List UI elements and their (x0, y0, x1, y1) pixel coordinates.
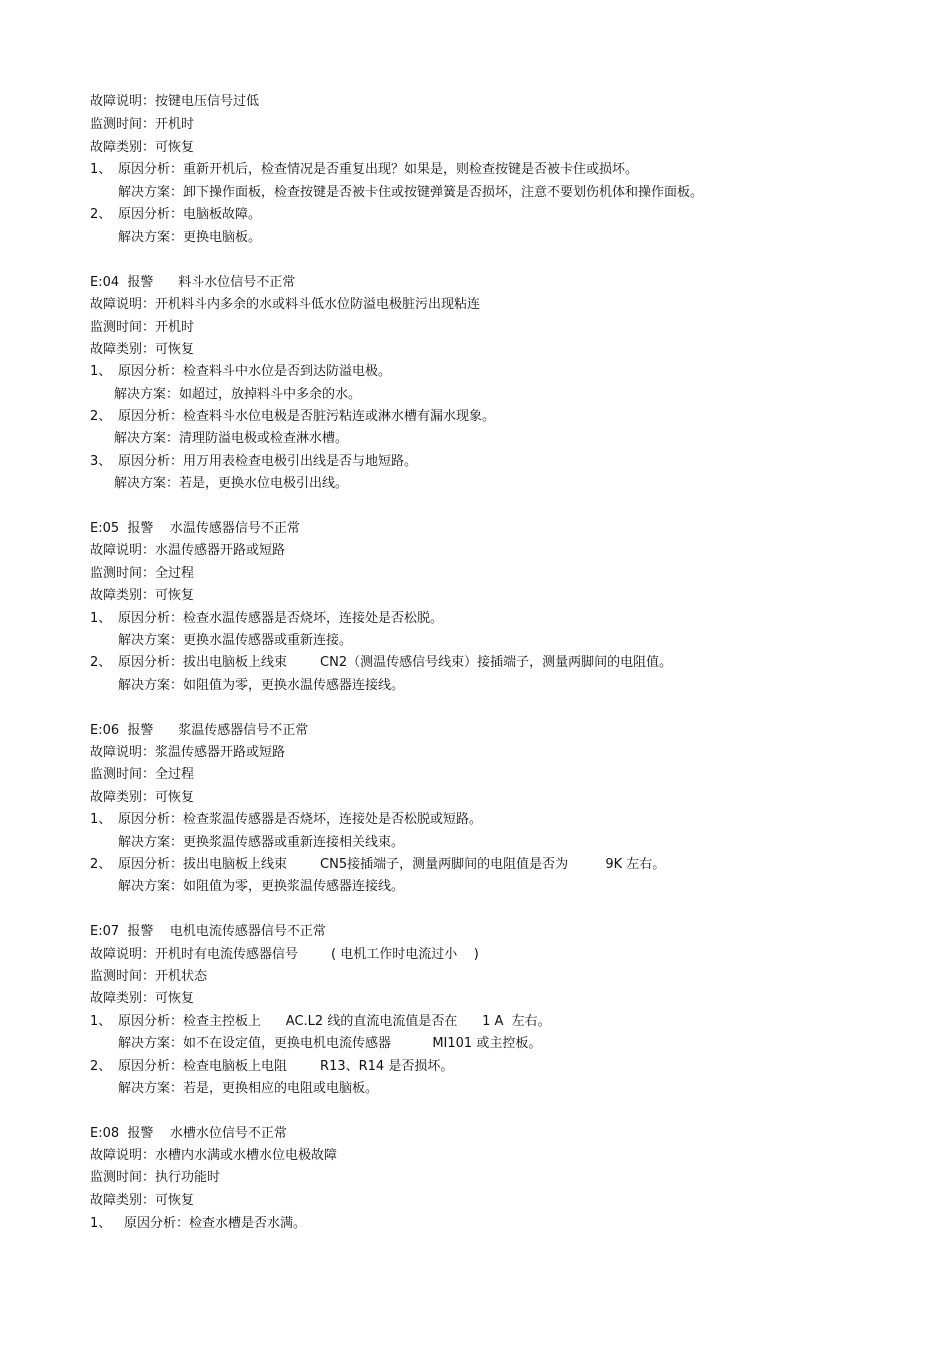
item-number: 1、 (90, 162, 112, 177)
fault-category: 故障类别：可恢复 (90, 790, 195, 805)
monitor-time: 监测时间：全过程 (90, 566, 195, 581)
fault-description: 故障说明：开机时有电流传感器信号 ( 电机工作时电流过小 ) (90, 947, 479, 962)
cause-analysis: 原因分析：检查浆温传感器是否烧坏，连接处是否松脱或短路。 (118, 812, 483, 827)
item-number: 1、 (90, 364, 112, 379)
error-header-e08: E:08 报警 水槽水位信号不正常 (90, 1126, 287, 1141)
cause-analysis: 原因分析：检查电脑板上电阻 R13、R14 是否损坏。 (118, 1059, 454, 1074)
fault-category: 故障类别：可恢复 (90, 1193, 195, 1208)
fault-category: 故障类别：可恢复 (90, 991, 195, 1006)
solution: 解决方案：清理防溢电极或检查淋水槽。 (114, 431, 349, 446)
fault-description: 故障说明：水温传感器开路或短路 (90, 543, 286, 558)
solution: 解决方案：更换水温传感器或重新连接。 (118, 633, 353, 648)
cause-analysis: 原因分析：检查水槽是否水满。 (124, 1216, 307, 1231)
monitor-time: 监测时间：开机状态 (90, 969, 208, 984)
solution: 解决方案：如不在设定值，更换电机电流传感器 MI101 或主控板。 (118, 1036, 542, 1051)
solution: 解决方案：如超过，放掉料斗中多余的水。 (114, 387, 362, 402)
fault-description: 故障说明：浆温传感器开路或短路 (90, 745, 286, 760)
monitor-time: 监测时间：开机时 (90, 320, 195, 335)
fault-category: 故障类别：可恢复 (90, 342, 195, 357)
solution: 解决方案：若是，更换水位电极引出线。 (114, 476, 349, 491)
fault-description: 故障说明：开机料斗内多余的水或料斗低水位防溢电极脏污出现粘连 (90, 297, 481, 312)
item-number: 2、 (90, 1059, 112, 1074)
solution: 解决方案：更换浆温传感器或重新连接相关线束。 (118, 835, 405, 850)
item-number: 1、 (90, 1014, 112, 1029)
solution: 解决方案：卸下操作面板，检查按键是否被卡住或按键弹簧是否损坏，注意不要划伤机体和操作面板。 (118, 185, 704, 200)
item-number: 3、 (90, 454, 112, 469)
fault-category: 故障类别：可恢复 (90, 588, 195, 603)
cause-analysis: 原因分析：重新开机后，检查情况是否重复出现？如果是，则检查按键是否被卡住或损坏。 (118, 162, 639, 177)
solution: 解决方案：若是，更换相应的电阻或电脑板。 (118, 1081, 379, 1096)
error-header-e04: E:04 报警 料斗水位信号不正常 (90, 275, 296, 290)
monitor-time: 监测时间：开机时 (90, 117, 195, 132)
cause-analysis: 原因分析：用万用表检查电极引出线是否与地短路。 (118, 454, 418, 469)
item-number: 2、 (90, 409, 112, 424)
cause-analysis: 原因分析：拔出电脑板上线束 CN5接插端子，测量两脚间的电阻值是否为 9K 左右。 (118, 857, 666, 872)
cause-analysis: 原因分析：电脑板故障。 (118, 207, 262, 222)
item-number: 1、 (90, 1216, 112, 1231)
solution: 解决方案：更换电脑板。 (118, 230, 262, 245)
solution: 解决方案：如阻值为零，更换浆温传感器连接线。 (118, 879, 405, 894)
item-number: 2、 (90, 655, 112, 670)
error-header-e07: E:07 报警 电机电流传感器信号不正常 (90, 924, 326, 939)
cause-analysis: 原因分析：检查主控板上 AC.L2 线的直流电流值是否在 1 A 左右。 (118, 1014, 551, 1029)
cause-analysis: 原因分析：拔出电脑板上线束 CN2（测温传感信号线束）接插端子，测量两脚间的电阻值。 (118, 655, 673, 670)
error-header-e06: E:06 报警 浆温传感器信号不正常 (90, 723, 309, 738)
solution: 解决方案：如阻值为零，更换水温传感器连接线。 (118, 678, 405, 693)
monitor-time: 监测时间：全过程 (90, 767, 195, 782)
fault-description: 故障说明：水槽内水满或水槽水位电极故障 (90, 1148, 338, 1163)
fault-description: 故障说明：按键电压信号过低 (90, 94, 260, 109)
item-number: 1、 (90, 812, 112, 827)
error-header-e05: E:05 报警 水温传感器信号不正常 (90, 521, 300, 536)
item-number: 2、 (90, 857, 112, 872)
item-number: 2、 (90, 207, 112, 222)
cause-analysis: 原因分析：检查水温传感器是否烧坏，连接处是否松脱。 (118, 611, 444, 626)
fault-category: 故障类别：可恢复 (90, 140, 195, 155)
cause-analysis: 原因分析：检查料斗水位电极是否脏污粘连或淋水槽有漏水现象。 (118, 409, 496, 424)
cause-analysis: 原因分析：检查料斗中水位是否到达防溢电极。 (118, 364, 392, 379)
item-number: 1、 (90, 611, 112, 626)
monitor-time: 监测时间：执行功能时 (90, 1170, 221, 1185)
